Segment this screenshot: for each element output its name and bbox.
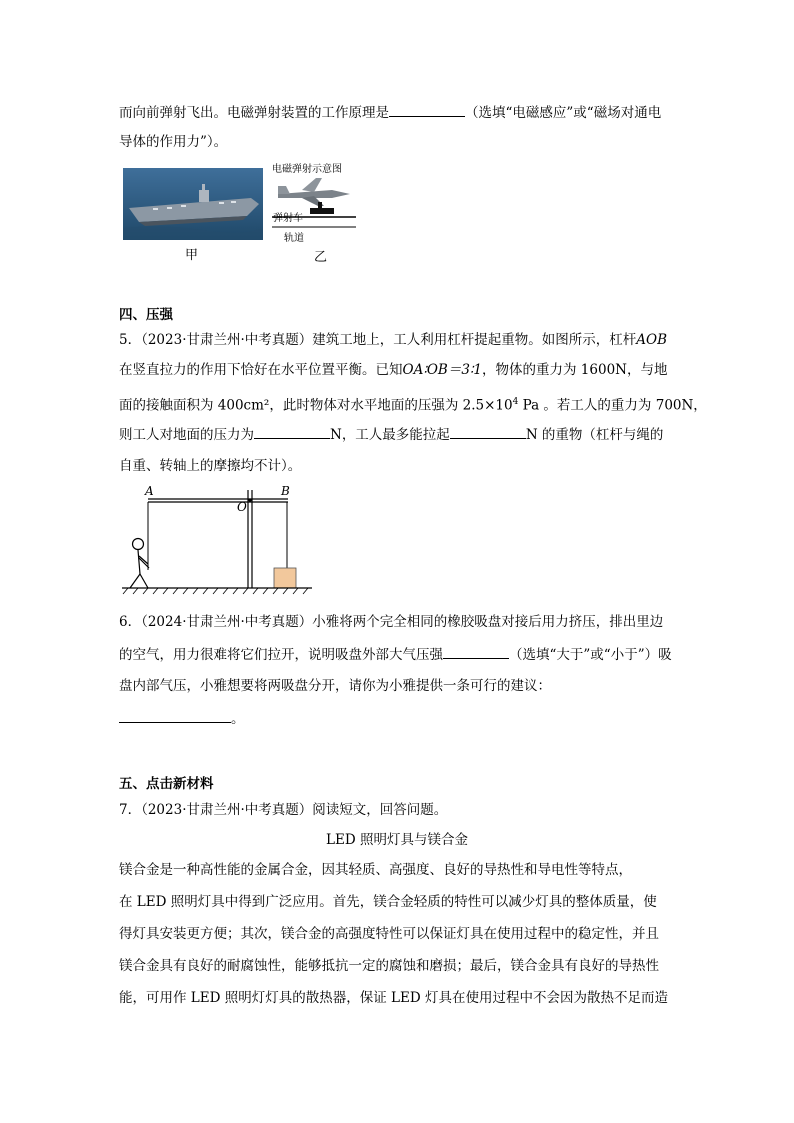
q6-line-3: 盘内部气压，小雅想要将两吸盘分开，请你为小雅提供一条可行的建议： — [119, 678, 551, 694]
article-line-4: 镁合金具有良好的耐腐蚀性，能够抵抗一定的腐蚀和磨损；最后，镁合金具有良好的导热性 — [119, 958, 659, 974]
q4-text: （选填“电磁感应”或“磁场对通电 — [465, 105, 662, 121]
q6-text: 的空气，用力很难将它们拉开，说明吸盘外部大气压强 — [119, 647, 443, 663]
q5-line-2 — [119, 360, 667, 380]
q5-text: 在竖直拉力的作用下恰好在水平位置平衡。已知 — [119, 362, 403, 378]
q5-text: Pa 。若工人的重力为 700N， — [518, 397, 707, 414]
q5-text: 5．（2023·甘肃兰州·中考真题）建筑工地上，工人利用杠杆提起重物。如图所示，杠杆 — [119, 332, 637, 348]
q4-text: 而向前弹射飞出。电磁弹射装置的工作原理是 — [119, 105, 389, 121]
q4-line-1 — [119, 102, 661, 123]
diagram-track-label: 轨道 — [284, 233, 304, 244]
lever-ratio: OA∶OB＝3∶1 — [402, 362, 483, 378]
q5-text: 则工人对地面的压力为 — [119, 427, 254, 443]
figure-label-jia: 甲 — [185, 248, 199, 263]
q5-text: 面的接触面积为 400cm²，此时物体对水平地面的压强为 2.5×10 — [119, 397, 513, 414]
answer-blank[interactable] — [389, 102, 465, 117]
article-line-3: 得灯具安装更方便；其次，镁合金的高强度特性可以保证灯具在使用过程中的稳定性，并且 — [119, 926, 659, 942]
article-line-5: 能，可用作 LED 照明灯灯具的散热器，保证 LED 灯具在使用过程中不会因为散热不足而造 — [119, 990, 668, 1006]
q6-text: （选填“大于”或“小于”）吸 — [509, 647, 672, 663]
figure-label-yi: 乙 — [314, 250, 328, 265]
q6-line-2 — [119, 644, 672, 665]
q5-text: N，工人最多能拉起 — [330, 427, 450, 443]
section-title-new-materials: 五、点击新材料 — [119, 776, 214, 792]
answer-blank-weight[interactable] — [450, 424, 526, 439]
q5-text: ，物体的重力为 1600N，与地 — [482, 362, 668, 378]
lever-label-o: O — [237, 500, 247, 514]
article-line-2: 在 LED 照明灯具中得到广泛应用。首先，镁合金轻质的特性可以减少灯具的整体质量，使 — [119, 894, 657, 910]
section-title-pressure: 四、压强 — [119, 307, 173, 323]
lever-diagram — [118, 484, 318, 596]
lever-label-a: A — [145, 484, 154, 498]
article-line-1: 镁合金是一种高性能的金属合金，因其轻质、高强度、良好的导热性和导电性等特点， — [119, 862, 632, 878]
q5-text: N 的重物（杠杆与绳的 — [525, 427, 664, 443]
q5-line-5: 自重、转轴上的摩擦均不计）。 — [119, 458, 302, 474]
q6-line-1: 6．（2024·甘肃兰州·中考真题）小雅将两个完全相同的橡胶吸盘对接后用力挤压，排出里边 — [119, 614, 664, 630]
answer-blank-suggestion[interactable] — [119, 708, 231, 723]
diagram-cart-label: 弹射车 — [273, 213, 303, 224]
lever-variable: AOB — [636, 332, 668, 348]
q5-line-3 — [119, 392, 707, 416]
q7-line-1: 7．（2023·甘肃兰州·中考真题）阅读短文，回答问题。 — [119, 802, 448, 818]
q6-text: 。 — [231, 711, 245, 727]
lever-label-b: B — [281, 484, 290, 498]
diagram-title: 电磁弹射示意图 — [272, 164, 342, 175]
q5-line-1 — [119, 330, 667, 350]
q4-line-2: 导体的作用力”）。 — [119, 134, 228, 150]
q6-line-4 — [119, 708, 245, 729]
answer-blank-force[interactable] — [254, 424, 330, 439]
article-title: LED 照明灯具与镁合金 — [326, 832, 468, 848]
carrier-photo — [123, 168, 263, 240]
q5-line-4 — [119, 424, 663, 445]
exponent: 4 — [512, 397, 519, 407]
answer-blank-pressure[interactable] — [443, 644, 509, 659]
